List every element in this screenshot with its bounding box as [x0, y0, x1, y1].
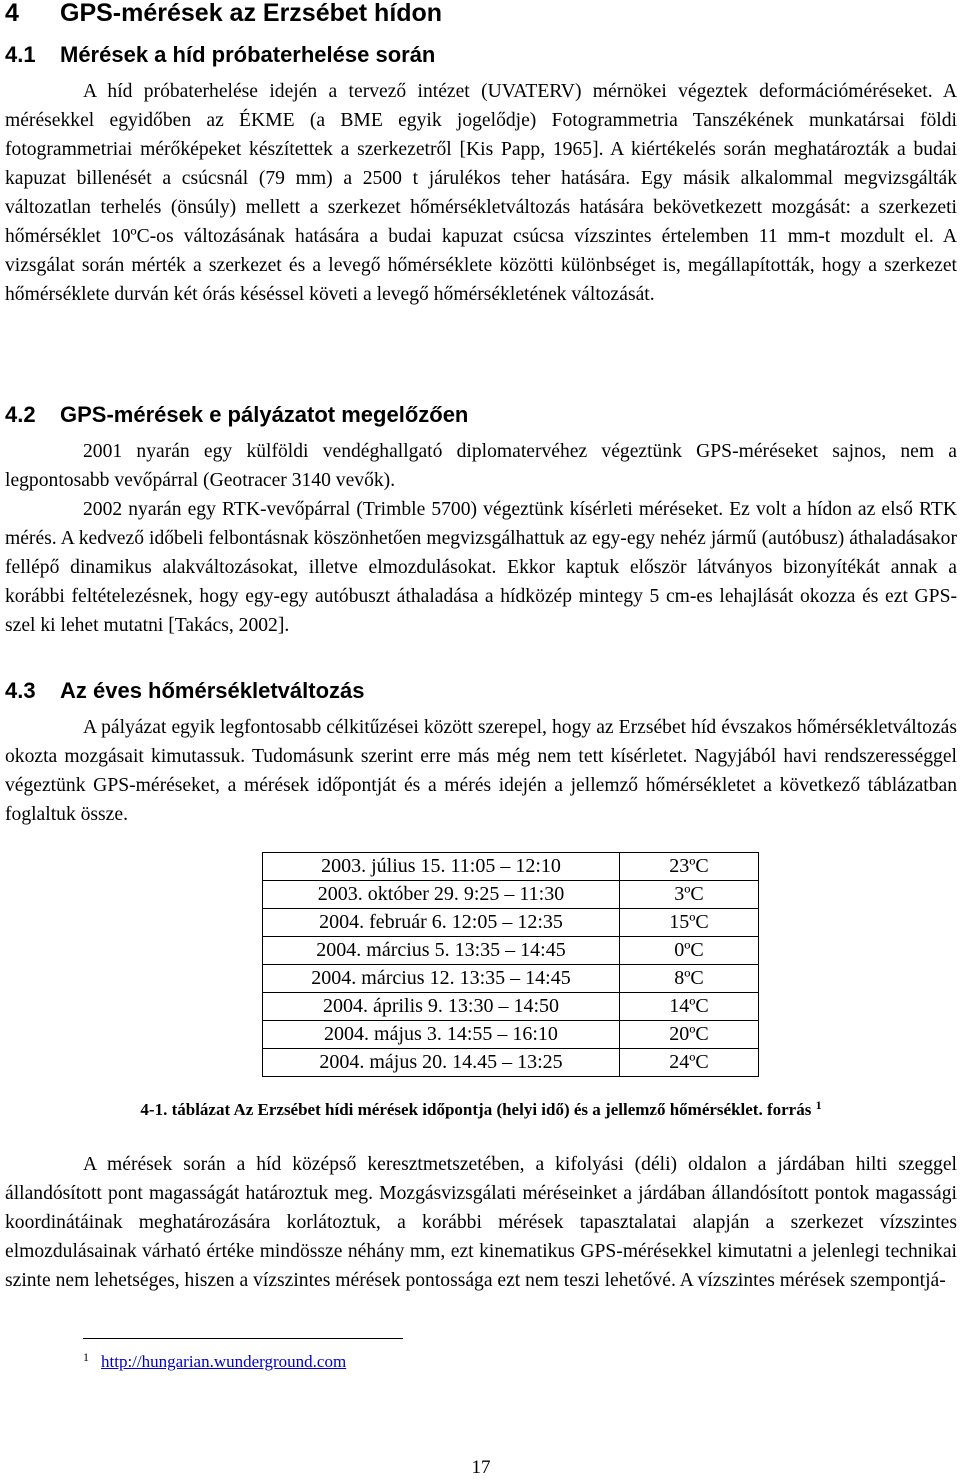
- date-cell: 2004. április 9. 13:30 – 14:50: [263, 993, 620, 1021]
- footnote-ref: 1: [815, 1098, 822, 1112]
- section-number: 4.3: [5, 678, 36, 703]
- table-row: [263, 993, 759, 1021]
- table-row: [263, 1021, 759, 1049]
- temperature-cell: 24ºC: [620, 1049, 759, 1077]
- temperature-cell: 8ºC: [620, 965, 759, 993]
- section-body-4-1: [5, 77, 957, 309]
- table-row: [263, 1049, 759, 1077]
- date-cell: 2004. május 3. 14:55 – 16:10: [263, 1021, 620, 1049]
- date-cell: 2003. október 29. 9:25 – 11:30: [263, 881, 620, 909]
- table-row: [263, 881, 759, 909]
- date-cell: 2003. július 15. 11:05 – 12:10: [263, 853, 620, 881]
- section-number: 4.1: [5, 42, 36, 67]
- paragraph: 2002 nyarán egy RTK-vevőpárral (Trimble 5700) végeztünk kísérleti méréseket. Ez volt a hídon az első RTK mérés. A kedvező időbeli felbontásnak köszönhetően megvizsgálhattuk az egy-egy nehéz jármű (autóbusz) áthaladásakor fellépő dinamikus alakváltozásokat, illetve elmozdulásokat. Ekkor kaptuk először látványos bizonyítékát annak a korábbi feltételezésnek, hogy egy-egy autóbuszt áthaladása a hídközép mintegy 5 cm-es lehajlását okozza és ezt GPS-szel ki lehet mutatni [Takács, 2002].: [5, 499, 957, 636]
- table-row: [263, 853, 759, 881]
- table-caption: [5, 1097, 957, 1123]
- date-cell: 2004. március 12. 13:35 – 14:45: [263, 965, 620, 993]
- section-heading-4-1: [5, 41, 435, 69]
- chapter-title: GPS-mérések az Erzsébet hídon: [60, 0, 443, 27]
- table-row: [263, 937, 759, 965]
- caption-text: 4-1. táblázat Az Erzsébet hídi mérések időpontja (helyi idő) és a jellemző hőmérséklet. forrás: [140, 1100, 812, 1119]
- table-row: [263, 909, 759, 937]
- section-heading-4-3: [5, 677, 365, 705]
- footnote: [83, 1349, 346, 1375]
- section-body-4-3: [5, 713, 957, 829]
- temperature-cell: 23ºC: [620, 853, 759, 881]
- section-title: GPS-mérések e pályázatot megelőzően: [60, 402, 469, 427]
- paragraph: A pályázat egyik legfontosabb célkitűzései között szerepel, hogy az Erzsébet híd évszakos hőmérsékletváltozás okozta mozgásait kimutassuk. Tudomásunk szerint erre más még nem tett kísérletet. Nagyjából havi rendszerességgel végeztünk GPS-méréseket, a mérések időpontját és a mérés idején a jellemző hőmérsékletet a következő táblázatban foglaltuk össze.: [5, 717, 957, 825]
- date-cell: 2004. március 5. 13:35 – 14:45: [263, 937, 620, 965]
- chapter-heading: [5, 0, 442, 28]
- section-number: 4.2: [5, 402, 36, 427]
- temperature-cell: 3ºC: [620, 881, 759, 909]
- footnote-divider: [83, 1338, 403, 1339]
- paragraph: 2001 nyarán egy külföldi vendéghallgató diplomatervéhez végeztünk GPS-méréseket sajnos, nem a legpontosabb vevőpárral (Geotracer 3140 vevők).: [5, 441, 957, 491]
- page-number: 17: [471, 1457, 491, 1478]
- temperature-cell: 0ºC: [620, 937, 759, 965]
- section-title: Az éves hőmérsékletváltozás: [60, 678, 365, 703]
- temperature-cell: 15ºC: [620, 909, 759, 937]
- table-row: [263, 965, 759, 993]
- temperature-cell: 20ºC: [620, 1021, 759, 1049]
- paragraph: A híd próbaterhelése idején a tervező intézet (UVATERV) mérnökei végeztek deformációméréseket. A mérésekkel egyidőben az ÉKME (a BME egyik jogelődje) Fotogrammetria Tanszékének munkatársai földi fotogrammetriai mérőképeket készítettek a szerkezetről [Kis Papp, 1965]. A kiértékelés során meghatározták a budai kapuzat billenését a csúcsnál (79 mm) a 2500 t járulékos teher hatására. Egy másik alkalommal megvizsgálták változatlan terhelés (önsúly) mellett a szerkezet hőmérsékletváltozás hatására bekövetkezett mozgását: a szerkezeti hőmérséklet 10ºC-os változásának hatására a budai kapuzat csúcsa vízszintes értelemben 11 mm-t mozdult el. A vizsgálat során mérték a szerkezet és a levegő hőmérséklete közötti különbséget is, megállapították, hogy a szerkezet hőmérséklete durván két órás késéssel követi a levegő hőmérsékletének változását.: [5, 81, 957, 305]
- temperature-cell: 14ºC: [620, 993, 759, 1021]
- body-after-table: [5, 1150, 957, 1295]
- chapter-number: 4: [5, 0, 19, 27]
- section-body-4-2: [5, 437, 957, 640]
- footnote-link[interactable]: http://hungarian.wunderground.com: [101, 1352, 347, 1371]
- measurement-table: [262, 852, 759, 1077]
- date-cell: 2004. május 20. 14.45 – 13:25: [263, 1049, 620, 1077]
- date-cell: 2004. február 6. 12:05 – 12:35: [263, 909, 620, 937]
- section-heading-4-2: [5, 401, 468, 429]
- footnote-number: 1: [83, 1350, 89, 1364]
- section-title: Mérések a híd próbaterhelése során: [60, 42, 436, 67]
- paragraph: A mérések során a híd középső keresztmetszetében, a kifolyási (déli) oldalon a járdában hilti szeggel állandósított pont magasságát határoztuk meg. Mozgásvizsgálati méréseinket a járdában állandósított pontok magassági koordinátáinak meghatározására korlátoztuk, a korábbi mérések tapasztalatai alapján a szerkezet vízszintes elmozdulásainak várható értéke mindössze néhány mm, ezt kinematikus GPS-mérésekkel kimutatni a jelenlegi technikai szinte nem lehetséges, hiszen a vízszintes mérések pontossága ezt nem teszi lehetővé. A vízszintes mérések szempontjá-: [5, 1154, 957, 1291]
